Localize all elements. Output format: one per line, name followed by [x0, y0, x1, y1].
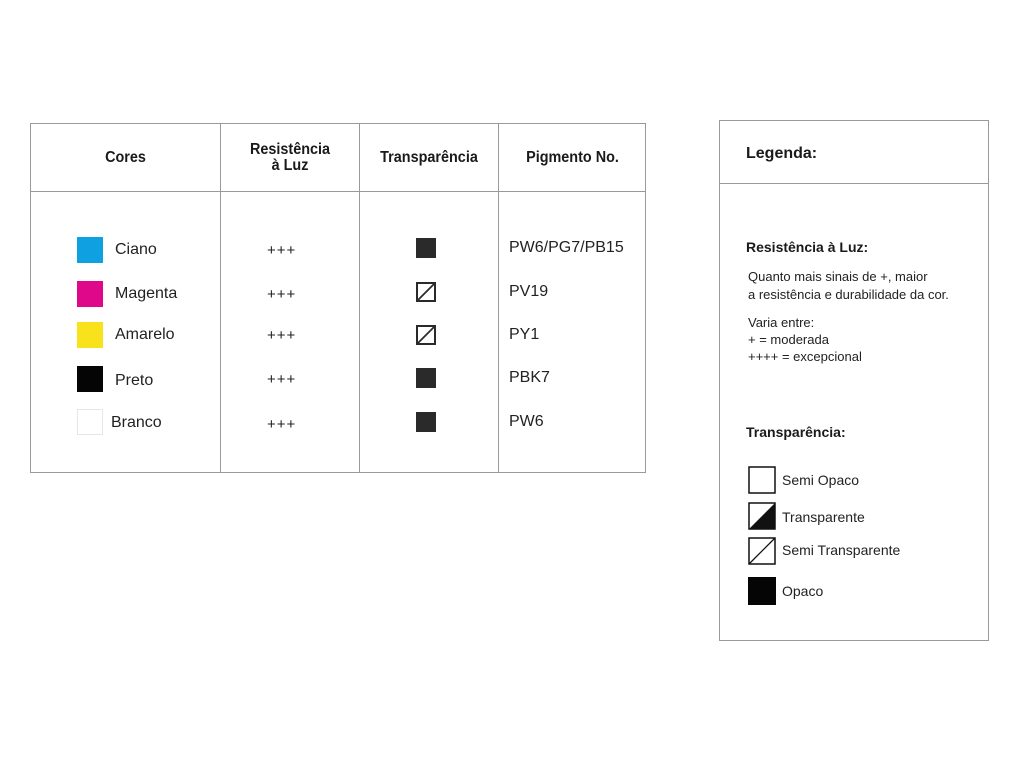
legend-item-label: Semi Transparente	[782, 542, 901, 558]
column-divider	[498, 124, 499, 472]
pigment-table	[30, 123, 646, 473]
swatch-branco	[77, 409, 103, 435]
legend-range-3: ++++ = excepcional	[748, 349, 862, 364]
color-name: Amarelo	[115, 326, 175, 343]
header-pigmento: Pigmento No.	[526, 148, 619, 166]
pigment-code: PW6	[509, 413, 544, 430]
legend-range-2: + = moderada	[748, 332, 829, 347]
legend-item-label: Opaco	[782, 583, 824, 599]
semi-opaque-square-icon	[748, 466, 776, 494]
header-cores: Cores	[105, 148, 146, 166]
swatch-preto	[77, 366, 103, 392]
pigment-code: PV19	[509, 283, 549, 300]
legend-item-label: Transparente	[782, 509, 865, 525]
pigment-code: PY1	[509, 326, 540, 343]
color-name: Magenta	[115, 285, 178, 302]
column-divider	[220, 124, 221, 472]
legend-resistance-heading: Resistência à Luz:	[746, 239, 869, 255]
opaque-square-icon	[416, 412, 436, 432]
color-name: Branco	[111, 414, 162, 431]
pigment-code: PW6/PG7/PB15	[509, 239, 624, 256]
header-resistencia	[228, 124, 352, 191]
header-resistencia-line1: Resistência	[249, 140, 331, 158]
legend-range-1: Varia entre:	[748, 315, 815, 330]
swatch-amarelo	[77, 322, 103, 348]
resistance-value: +++	[267, 327, 297, 344]
semi-transparent-square-icon	[416, 282, 436, 302]
opaque-square-icon	[416, 238, 436, 258]
semi-transparent-square-icon	[748, 537, 776, 565]
color-name: Preto	[115, 372, 154, 389]
transparent-square-icon	[748, 502, 776, 530]
resistance-value: +++	[267, 416, 297, 433]
header-transparencia: Transparência	[380, 148, 478, 166]
pigment-code: PBK7	[509, 369, 550, 386]
opaque-square-icon	[748, 577, 776, 605]
legend-resistance-desc-1: Quanto mais sinais de +, maior	[748, 269, 928, 284]
legend-panel	[719, 120, 989, 641]
opaque-square-icon	[416, 368, 436, 388]
legend-divider	[720, 183, 988, 184]
header-resistencia-line2: à Luz	[271, 156, 309, 174]
swatch-magenta	[77, 281, 103, 307]
resistance-value: +++	[267, 286, 297, 303]
resistance-value: +++	[267, 371, 297, 388]
resistance-value: +++	[267, 242, 297, 259]
swatch-ciano	[77, 237, 103, 263]
color-name: Ciano	[115, 241, 157, 258]
semi-transparent-square-icon	[416, 325, 436, 345]
legend-title: Legenda:	[746, 145, 818, 162]
legend-transparency-heading: Transparência:	[746, 424, 846, 440]
legend-item-label: Semi Opaco	[782, 472, 860, 488]
header-divider	[31, 191, 645, 192]
legend-resistance-desc-2: a resistência e durabilidade da cor.	[748, 287, 949, 302]
column-divider	[359, 124, 360, 472]
